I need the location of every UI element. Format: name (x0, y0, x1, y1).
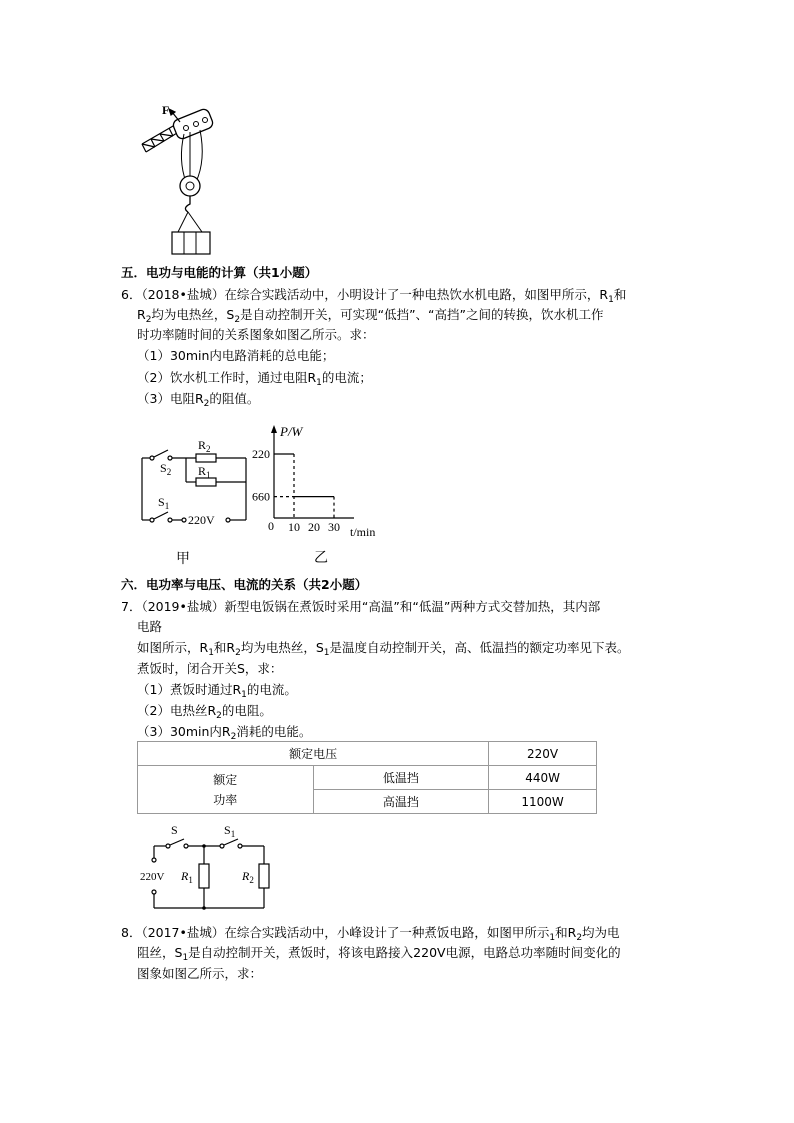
graph-yi-xlabel: t/min (350, 525, 376, 539)
svg-text:R1: $R_1$ (181, 869, 193, 885)
svg-text:S1: $S_1$ (158, 495, 170, 511)
section6-title: 六．电功率与电压、电流的关系（共2小题） (121, 577, 368, 592)
q6-line2: $R_2$均为电热丝，$S_2$是自动控制开关，可实现“低挡”、“高挡”之间的转换，饮水机工作 (137, 307, 604, 325)
rated-voltage-label: 额定电压 (138, 742, 489, 766)
high-temp-value: 1100W (489, 790, 597, 814)
x-tick-label: 30 (328, 520, 340, 534)
q8-line2: 阻丝，$S_1$是自动控制开关，煮饭时，将该电路接入220V电源，电路总功率随时间变化的 (137, 945, 621, 963)
q7-line4: 煮饭时，闭合开关S，求： (137, 661, 283, 676)
q7-line3: 如图所示，$R_1$和$R_2$均为电热丝，$S_1$是温度自动控制开关，高、低温挡的额定功率见下表。 (137, 640, 630, 658)
q7-item2: （2）电热丝$R_2$的电阻。 (137, 703, 272, 721)
caption-yi: 乙 (314, 551, 328, 566)
svg-text:R2: $R_2$ (198, 438, 211, 454)
circuit-jia-voltage: 220V (188, 513, 215, 527)
y-tick-label: 660 (252, 489, 270, 504)
circuit-q7-voltage: 220V (140, 871, 165, 883)
svg-text:R1: $R_1$ (198, 464, 211, 480)
section5-title: 五．电功与电能的计算（共1小题） (121, 265, 318, 280)
graph-yi (252, 420, 387, 570)
rated-power-label: 额定 功率 (138, 766, 314, 814)
q6-item1: （1）30min内电路消耗的总电能； (137, 348, 335, 363)
q7-item3: （3）30min内$R_2$消耗的电能。 (137, 724, 312, 742)
x-tick-label: 20 (308, 520, 320, 534)
q6-line1: 6．（2018•盐城）在综合实践活动中，小明设计了一种电热饮水机电路，如图甲所示，$R_1$和 (121, 287, 627, 305)
circuit-jia (130, 430, 260, 570)
q6-item3: （3）电阻$R_2$的阻值。 (137, 391, 260, 409)
svg-text:R2: $R_2$ (242, 869, 254, 885)
circuit-q7 (138, 820, 278, 916)
q7-line2: 电路 (137, 619, 163, 634)
power-table (137, 741, 597, 814)
caption-jia: 甲 (176, 552, 190, 567)
crane-pulley-figure (138, 100, 228, 258)
x-tick-label: 10 (288, 520, 300, 534)
q6-line3: 时功率随时间的关系图象如图乙所示。求： (137, 327, 375, 342)
svg-text:S1: $S_1$ (224, 823, 236, 839)
q6-item2: （2）饮水机工作时，通过电阻$R_1$的电流； (137, 370, 372, 388)
q8-line1: 8．（2017•盐城）在综合实践活动中，小峰设计了一种煮饭电路，如图甲所示$_1$和$R_2$均为电 (121, 925, 620, 943)
svg-text:S2: $S_2$ (160, 461, 172, 477)
high-temp-label: 高温挡 (313, 790, 489, 814)
q7-line1: 7．（2019•盐城）新型电饭锅在煮饭时采用“高温”和“低温”两种方式交替加热，其内部 (121, 599, 601, 614)
low-temp-value: 440W (489, 766, 597, 790)
rated-voltage-value: 220V (489, 742, 597, 766)
y-tick-label: 220 (252, 446, 270, 461)
graph-yi-ylabel: P/W (280, 424, 303, 439)
q7-item1: （1）煮饭时通过$R_1$的电流。 (137, 682, 297, 700)
low-temp-label: 低温挡 (313, 766, 489, 790)
force-label: F (162, 103, 170, 117)
q8-line3: 图象如图乙所示，求： (137, 966, 263, 981)
graph-yi-origin: 0 (268, 519, 274, 533)
circuit-q7-s: S (171, 823, 178, 837)
